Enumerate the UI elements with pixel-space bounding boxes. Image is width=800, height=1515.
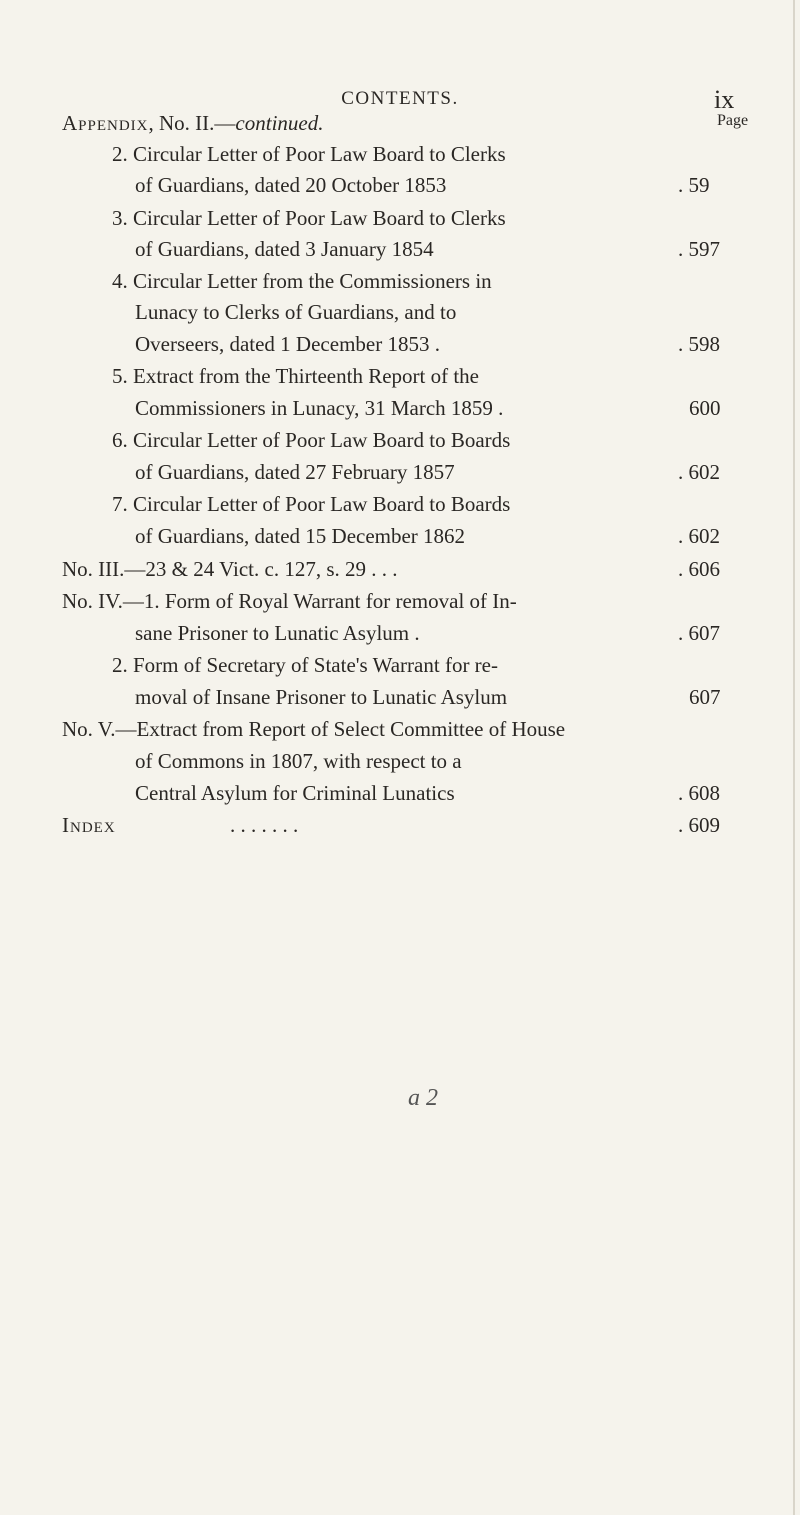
appendix-heading: [62, 110, 323, 136]
index-label: Index: [62, 813, 116, 837]
toc-entry-line: of Guardians, dated 27 February 1857: [135, 460, 455, 484]
index-leader-dots: . . . . . . .: [230, 813, 299, 837]
toc-entry-line: No. III.—23 & 24 Vict. c. 127, s. 29 . . .: [62, 557, 398, 581]
toc-page-number: . 606: [678, 557, 720, 581]
toc-page-number: . 602: [678, 460, 720, 484]
toc-entry-line: Commissioners in Lunacy, 31 March 1859 .: [135, 396, 504, 420]
appendix-number: , No. II.—: [148, 111, 236, 135]
toc-page-number: . 609: [678, 813, 720, 837]
toc-entry-line: of Guardians, dated 3 January 1854: [135, 237, 434, 261]
appendix-label: Appendix: [62, 111, 149, 135]
toc-page-number: . 602: [678, 524, 720, 548]
toc-entry-line: 4. Circular Letter from the Commissioners in: [112, 269, 492, 293]
toc-entry-line: sane Prisoner to Lunatic Asylum .: [135, 621, 420, 645]
toc-entry-line: 2. Form of Secretary of State's Warrant for re-: [112, 653, 498, 677]
toc-entry-line: Overseers, dated 1 December 1853 .: [135, 332, 440, 356]
toc-entry-line: 2. Circular Letter of Poor Law Board to Clerks: [112, 142, 506, 166]
continued-label: continued.: [235, 111, 324, 135]
folio-number: ix: [714, 85, 735, 114]
toc-page-number: . 608: [678, 781, 720, 805]
toc-page-number: 607: [689, 685, 721, 709]
toc-page-number: . 607: [678, 621, 720, 645]
toc-entry-line: 3. Circular Letter of Poor Law Board to Clerks: [112, 206, 506, 230]
toc-page-number: . 59: [678, 173, 710, 197]
page-edge: [793, 0, 795, 1515]
running-head: CONTENTS.: [341, 88, 459, 109]
toc-entry-line: No. IV.—1. Form of Royal Warrant for removal of In-: [62, 589, 517, 613]
signature-mark: a 2: [408, 1085, 438, 1111]
toc-entry-line: Central Asylum for Criminal Lunatics: [135, 781, 455, 805]
toc-page-number: . 597: [678, 237, 720, 261]
toc-entry-line: 6. Circular Letter of Poor Law Board to Boards: [112, 428, 511, 452]
toc-entry-line: 5. Extract from the Thirteenth Report of the: [112, 364, 479, 388]
page-column-label: Page: [717, 112, 749, 129]
toc-entry-line: Lunacy to Clerks of Guardians, and to: [135, 300, 457, 324]
toc-page-number: 600: [689, 396, 721, 420]
toc-entry-line: moval of Insane Prisoner to Lunatic Asylum: [135, 685, 508, 709]
toc-page-number: . 598: [678, 332, 720, 356]
toc-entry-line: of Commons in 1807, with respect to a: [135, 749, 462, 773]
toc-entry-line: No. V.—Extract from Report of Select Committee of House: [62, 717, 566, 741]
toc-entry-line: of Guardians, dated 20 October 1853: [135, 173, 447, 197]
toc-entry-line: of Guardians, dated 15 December 1862: [135, 524, 466, 548]
toc-entry-line: 7. Circular Letter of Poor Law Board to Boards: [112, 492, 511, 516]
